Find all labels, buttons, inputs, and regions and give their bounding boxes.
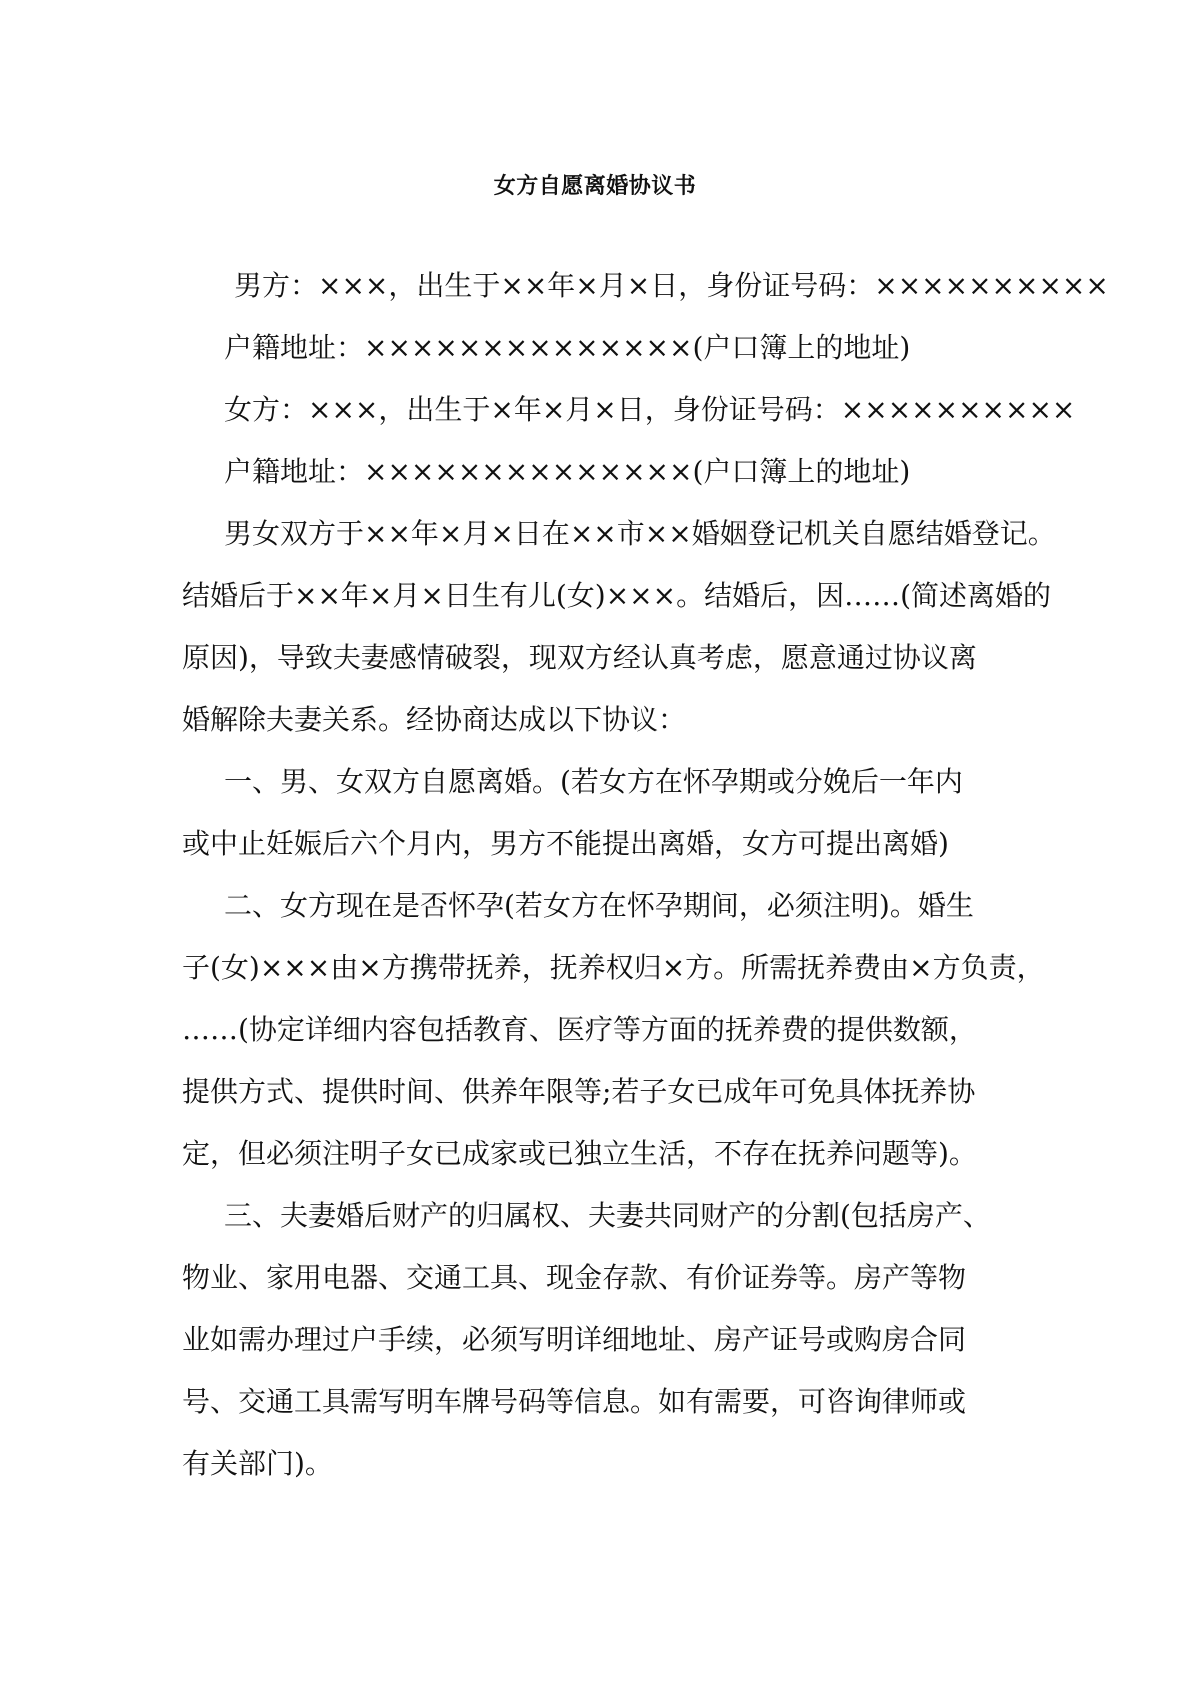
text-line: 原因)，导致夫妻感情破裂，现双方经认真考虑，愿意通过协议离 <box>182 641 977 674</box>
text-line: 结婚后于××年×月×日生有儿(女)×××。结婚后，因……(简述离婚的 <box>182 579 1052 612</box>
clause-2-line: ……(协定详细内容包括教育、医疗等方面的抚养费的提供数额， <box>182 1013 977 1046</box>
document-title: 女方自愿离婚协议书 <box>493 174 697 199</box>
male-party-line: 男方：×××，出生于××年×月×日，身份证号码：×××××××××× <box>234 269 1109 302</box>
female-party-line: 女方：×××，出生于×年×月×日，身份证号码：×××××××××× <box>224 393 1076 426</box>
clause-3-line: 三、夫妻婚后财产的归属权、夫妻共同财产的分割(包括房产、 <box>224 1199 991 1232</box>
female-address-line: 户籍地址：××××××××××××××(户口簿上的地址) <box>224 455 911 488</box>
document-body <box>182 255 1109 1495</box>
clause-3-line: 有关部门)。 <box>182 1447 333 1480</box>
clause-3-line: 号、交通工具需写明车牌号码等信息。如有需要，可咨询律师或 <box>182 1385 967 1418</box>
male-address-line: 户籍地址：××××××××××××××(户口簿上的地址) <box>224 331 911 364</box>
clause-3-line: 业如需办理过户手续，必须写明详细地址、房产证号或购房合同 <box>182 1323 967 1356</box>
clause-2-line: 子(女)×××由×方携带抚养，抚养权归×方。所需抚养费由×方负责， <box>182 951 1045 984</box>
clause-1-line: 一、男、女双方自愿离婚。(若女方在怀孕期或分娩后一年内 <box>224 765 963 798</box>
text-line: 婚解除夫妻关系。经协商达成以下协议： <box>182 703 687 736</box>
text-line: 男女双方于××年×月×日在××市××婚姻登记机关自愿结婚登记。 <box>224 517 1056 550</box>
clause-2-line: 定，但必须注明子女已成家或已独立生活，不存在抚养问题等)。 <box>182 1137 977 1170</box>
clause-3-line: 物业、家用电器、交通工具、现金存款、有价证券等。房产等物 <box>182 1261 967 1294</box>
clause-2-line: 二、女方现在是否怀孕(若女方在怀孕期间，必须注明)。婚生 <box>224 889 974 922</box>
clause-2-line: 提供方式、提供时间、供养年限等;若子女已成年可免具体抚养协 <box>182 1075 976 1108</box>
clause-1-line: 或中止妊娠后六个月内，男方不能提出离婚，女方可提出离婚) <box>182 827 949 860</box>
